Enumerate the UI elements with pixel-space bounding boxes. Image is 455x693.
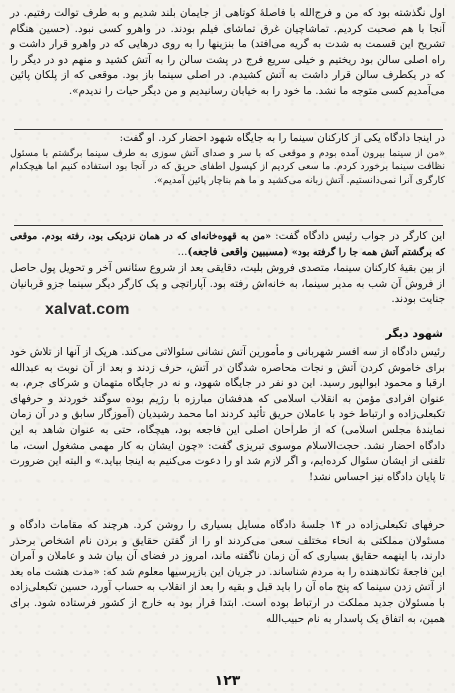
answer-bold-note: (مسببین واقعی فاجعه) <box>187 245 289 258</box>
paragraph-testimony-summary <box>10 518 445 627</box>
paragraph-intro: در اینجا دادگاه یکی از کارکنان سینما را به جایگاه شهود احضار کرد. او گفت: <box>119 132 445 144</box>
paragraph-worker-answer <box>10 229 445 260</box>
paragraph-confession <box>10 6 445 100</box>
answer-prefix: این کارگر در جواب رئیس دادگاه گفت: <box>271 230 445 242</box>
watermark-logo: xalvat.com <box>42 301 133 319</box>
divider-line <box>14 129 443 130</box>
answer-quote: «من به قهوه‌خانه‌ای که در همان نزدیکی بود، رفته بودم. موقعی که برگشتم آتش همه جا را گرفته بود» <box>10 231 445 258</box>
page-number: ۱۲۳ <box>214 673 241 689</box>
answer-ellipsis: ... <box>177 245 188 258</box>
witness-quote: «من از سینما بیرون آمده بودم و موقعی که با سر و صدای آتش سوزی به طرف سینما برگشتم با مسئول نظافت سینما برخورد کردم. ما سعی کردیم از کپسول اطفای حریق که در آنجا بود استفاده کنیم اما هیچکدام کارگری آنرا نمی‌دانستیم. آتش زبانه می‌کشید و ما هم بناچار پائین آمدیم». <box>10 147 445 186</box>
paragraph-witness-employee <box>10 131 445 187</box>
paragraph-text: رئیس دادگاه از سه افسر شهربانی و مأمورین آتش نشانی سئوالاتی می‌کند. هریک از آنها از تلاش خود برای خاموش کردن آتش و نجات محاصره شدگان در آتش، حرف زدند و بعد از آن نوبت به عبدالله ارقبا و محمود ابوالپور رسید. این دو نفر در جایگاه شهود، و نه در جایگاه متهمان و شرکای جرم، به عنوان افرادی مؤمن به انقلاب اسلامی که هدفشان مبارزه با رژیم بوده سوگند خوردند و حرفهای تکبعلی‌زاده و ارتباط خود با عاملان حریق تأئید کردند اما محمد رشیدیان (آموزگار سابق و در آن زمان نمایندهٔ مجلس اسلامی) که از طراحان اصلی این فاجعه بود، هیچگاه، حتی به عنوان شاهد به این دادگاه احضار نشد. حجت‌الاسلام موسوی تبریزی گفت: «چون ایشان به کار مهمی مشغول است، ما تلفنی از ایشان سئوال کرده‌ایم، و اگر لازم شد او را دعوت می‌کنیم به اینجا بیاید.» و البته این ضرورت تا پایان دادگاه نیز احساس نشد! <box>10 346 445 483</box>
paragraph-text: حرفهای تکبعلی‌زاده در ۱۴ جلسهٔ دادگاه مسایل بسیاری را روشن کرد. هرچند که مقامات دادگاه و مسئولان مملکتی به انحاء مختلف سعی می‌کردند او را از گفتن حقایق و بردن نام اشخاص برحذر دارند، با اینهمه حقایق بسیاری که آن زمان ناگفته ماند، امروز در فضای آن بیان شد و عاملان و آمران این فاجعهٔ تکاندهنده را به مردم شناساند. در جریان این بازپرسیها معلوم شد که: «مدت هشت ماه بعد از آتش زدن سینما که پنج ماه آن را باید قبل و بقیه را بعد از انقلاب به حساب آورد، حسین تکبعلی‌زاده با مسئولان جدید مملکت در ارتباط بوده است. ابتدا قرار بود به خارج از کشور فرستاده شود. برای همین، به اتفاق یک پاسدار به نام حبیب‌الله <box>10 519 445 625</box>
paragraph-text: اول نگذشته بود که من و فرج‌الله با فاصلهٔ کوتاهی از جایمان بلند شدیم و به طرف توالت رفتیم. در آنجا با هم صحبت کردیم. تماشاچیان غرق تماشای فیلم بودند. در واهرو کسی نبود. (حسین هنگام تشریح این قسمت به شدت به گریه می‌افتد) ما بنزینها را به روی درهایی که در واهرو قرار داشت و راه اصلی سالن بود ریختیم و خیلی سریع فرج در پشت سالن را به آتش کشید و منهم دو در دیگر را که در یکطرف سالن قرار داشت به آتش کشیدم. در اصلی سینما باز بود. موقعی که از پلکان پائین می‌آمدیم کسی متوجه ما نشد. ما خود را به خیابان رسانیدیم و من دیگر حیات را ندیدم». <box>10 7 445 97</box>
paragraph-other-witnesses <box>10 345 445 485</box>
divider-line <box>14 225 443 226</box>
section-heading: شهود دیگر <box>385 327 443 340</box>
paragraph-text: از بین بقیهٔ کارکنان سینما، متصدی فروش بلیت، دقایقی بعد از شروع سئانس آخر و تحویل پول حاصل از فروش آن شب به مدیر سینما، به خانه‌اش رفته بود. آپاراتچی و یک کارگر دیگر سینما جزو قربانیان جنایت بودند. <box>10 262 445 306</box>
